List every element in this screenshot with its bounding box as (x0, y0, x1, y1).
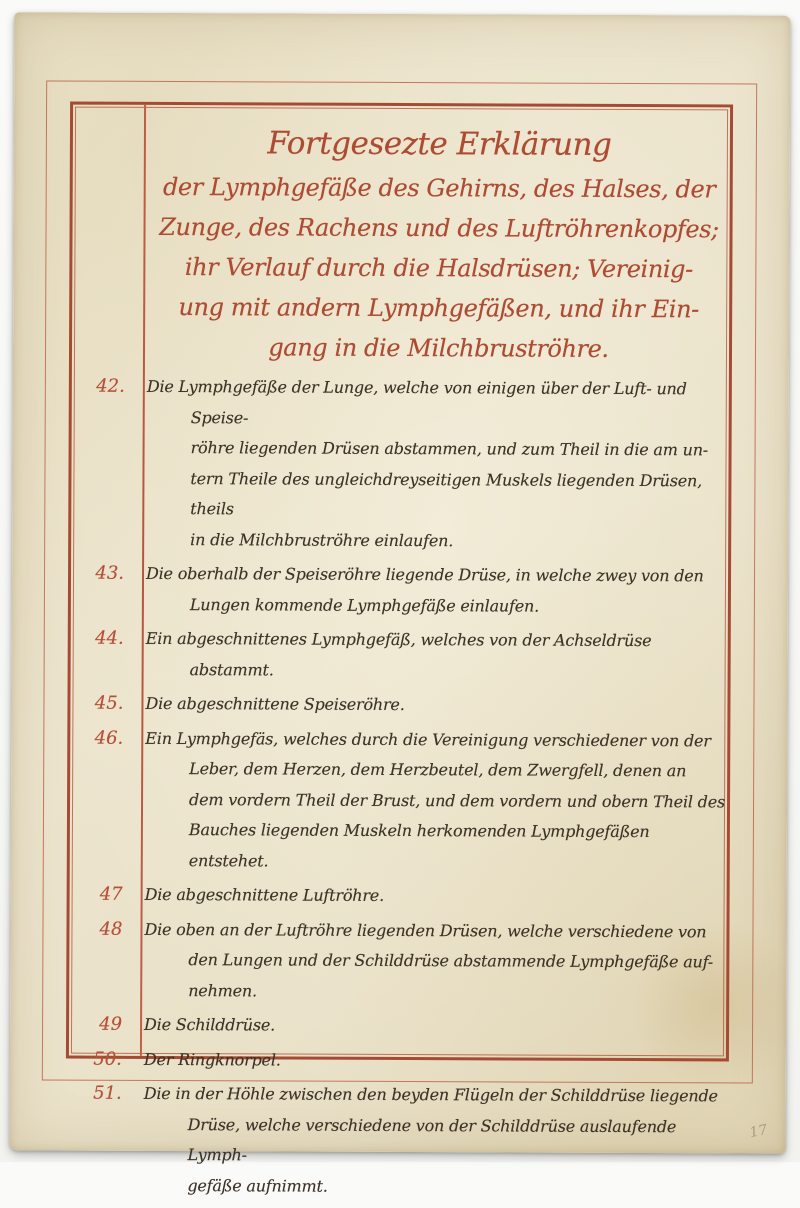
manuscript-page (10, 12, 791, 1196)
entry-text: Die oberhalb der Speiseröhre liegende Drüse, in welche zwey von den Lungen kommende Lymphgefäße einlaufen. (145, 563, 704, 616)
entry-text: Die Lymphgefäße der Lunge, welche von einigen über der Luft- und Speise- röhre liegenden Drüsen abstammen, und zum Theil in die am un- tern Theile des ungleichdreyseitigen Muskels liegenden Drüsen, theils in die Milchbruströhre einlaufen. (146, 376, 709, 550)
entry-text: Die abgeschnittene Luftröhre. (144, 884, 385, 905)
entry-text: Die oben an der Luftröhre liegenden Drüsen, welche verschiedene von den Lungen und der Schilddrüse abstammende Lymphgefäße auf- nehmen. (144, 919, 714, 1000)
entry-number: 47 (99, 883, 123, 905)
entry-number: 42. (96, 375, 125, 397)
heading-line: Fortgesezte Erklärung (267, 125, 612, 163)
heading-line: ihr Verlauf durch die Halsdrüsen; Vereinig- (184, 253, 693, 284)
entry-number: 50. (93, 1048, 122, 1070)
entry-row (66, 914, 729, 1008)
entry-number: 46. (94, 727, 124, 749)
heading-block (145, 119, 733, 370)
entry-row (68, 559, 731, 623)
entry-text: Die Schilddrüse. (144, 1014, 276, 1035)
entry-text: Die in der Höhle zwischen den beyden Flügeln der Schilddrüse liegende Drüse, welche verschiedene von der Schilddrüse auslaufende Lymph- gefäße aufnimmt. (143, 1083, 718, 1196)
heading-line: Zunge, des Rachens und des Luftröhrenkopfes; (159, 212, 719, 244)
pencil-corner-mark: 17 (748, 1121, 769, 1142)
entry-row (67, 880, 730, 913)
entry-text: Die abgeschnittene Speiseröhre. (145, 693, 405, 715)
entry-text: Ein abgeschnittenes Lymphgefäß, welches von der Achseldrüse abstammt. (145, 628, 652, 679)
entry-row (67, 689, 730, 722)
entry-row (66, 1044, 729, 1077)
entry-row (65, 1079, 729, 1204)
entry-row (68, 624, 731, 688)
entry-number: 45. (94, 692, 124, 714)
entry-number: 49 (99, 1013, 123, 1035)
entry-number: 51. (93, 1082, 122, 1104)
entry-text: Der Ringknorpel. (143, 1049, 281, 1069)
entry-text: Ein Lymphgefäs, welches durch die Vereinigung verschiedener von der Leber, dem Herzen, dem Herzbeutel, dem Zwergfell, denen an dem vordern Theil der Brust, und dem vordern und obern Theil des Bauches liegenden Muskeln herkomenden Lymphgefäßen entstehet. (145, 728, 726, 870)
entry-number: 43. (95, 562, 125, 584)
entry-row (67, 723, 731, 878)
entry-number: 48 (99, 918, 123, 940)
entry-list (65, 372, 732, 1208)
heading-line: der Lymphgefäße des Gehirns, des Halses, der (162, 172, 716, 204)
entry-row (66, 1010, 729, 1043)
heading-line: ung mit andern Lymphgefäßen, und ihr Ein- (178, 293, 699, 324)
heading-line: gang in die Milchbruströhre. (268, 333, 609, 363)
entry-number: 44. (95, 627, 124, 649)
entry-row (68, 372, 732, 558)
